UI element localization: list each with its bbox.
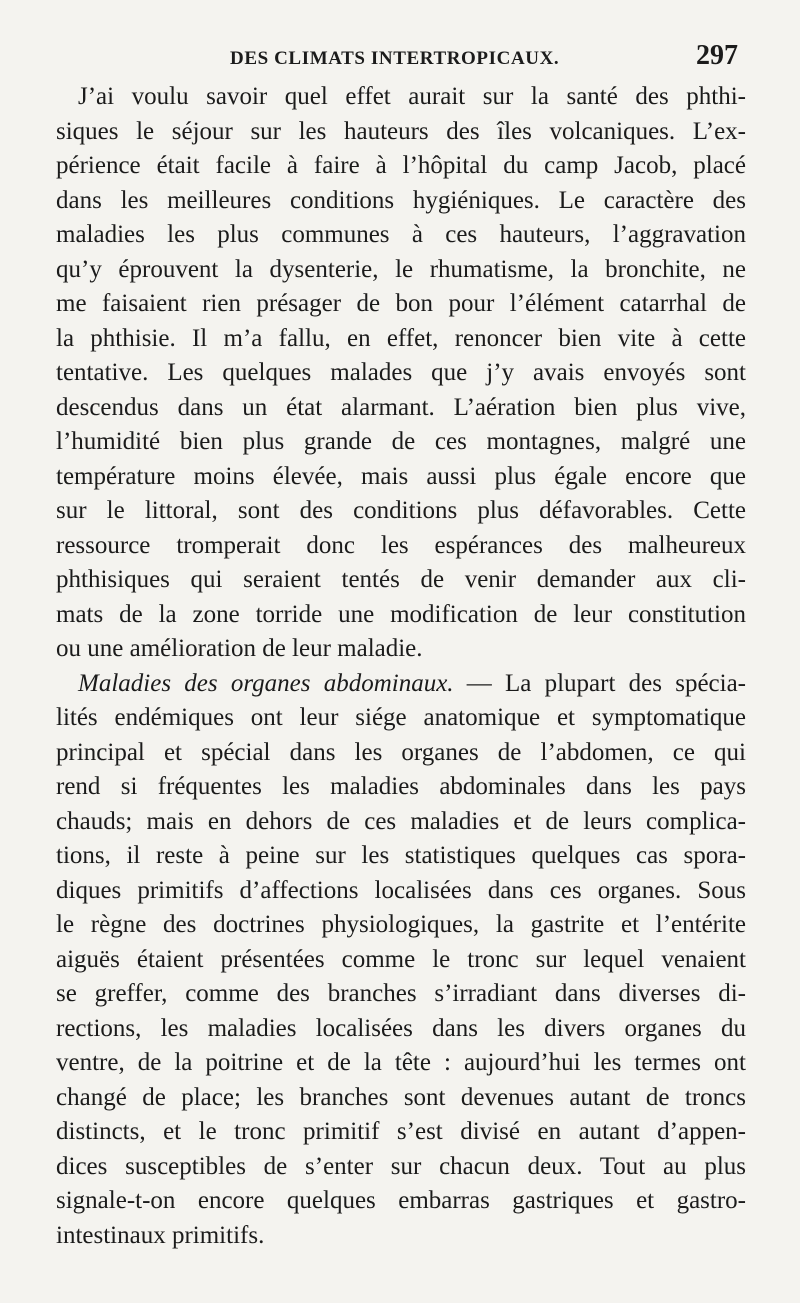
section-heading-line (56, 667, 746, 702)
paragraph-line: tions, il reste à peine sur les statistiques quelques cas spora- (56, 842, 746, 869)
paragraph-line: siques le séjour sur les hauteurs des îles volcaniques. L’ex- (56, 117, 746, 145)
paragraph-line: signale-t-on encore quelques embarras gastriques et gastro- (56, 1187, 746, 1214)
paragraph-line: périence était facile à faire à l’hôpital du camp Jacob, placé (56, 152, 746, 179)
paragraph-line: aiguës étaient présentées comme le tronc sur lequel venaient (56, 945, 746, 973)
paragraph-line: le règne des doctrines physiologiques, la gastrite et l’entérite (56, 911, 746, 938)
paragraph-line: qu’y éprouvent la dysenterie, le rhumatisme, la bronchite, ne (56, 255, 746, 283)
paragraph-line: température moins élevée, mais aussi plus égale encore que (56, 462, 746, 490)
paragraph-line: ressource tromperait donc les espérances des malheureux (56, 531, 746, 559)
paragraph-line: la phthisie. Il m’a fallu, en effet, renoncer bien vite à cette (56, 324, 746, 352)
paragraph-line: se greffer, comme des branches s’irradiant dans diverses di- (56, 980, 746, 1007)
paragraph-line: mats de la zone torride une modification de leur constitution (56, 600, 746, 628)
paragraph-line: J’ai voulu savoir quel effet aurait sur la santé des phthi- (78, 83, 746, 110)
paragraph-line: l’humidité bien plus grande de ces montagnes, malgré une (56, 428, 746, 455)
paragraph-line: tentative. Les quelques malades que j’y avais envoyés sont (56, 359, 746, 386)
paragraph-line: intestinaux primitifs. (56, 1221, 265, 1249)
paragraph-line: principal et spécial dans les organes de l’abdomen, ce qui (56, 738, 746, 766)
paragraph-line: distincts, et le tronc primitif s’est divisé en autant d’appen- (56, 1118, 746, 1145)
body-text (56, 80, 746, 1253)
page-number: 297 (696, 40, 738, 71)
paragraph-line: dans les meilleures conditions hygiéniques. Le caractère des (56, 186, 746, 214)
paragraph-line: descendus dans un état alarmant. L’aération bien plus vive, (56, 393, 746, 421)
paragraph-line: ou une amélioration de leur maladie. (56, 635, 423, 662)
section-heading: Maladies des organes abdominaux. (78, 669, 454, 697)
paragraph-line: phthisiques qui seraient tentés de venir demander aux cli- (56, 566, 746, 593)
paragraph-line: me faisaient rien présager de bon pour l’élément catarrhal de (56, 290, 746, 317)
paragraph-line: lités endémiques ont leur siége anatomique et symptomatique (56, 704, 746, 731)
paragraph-line: sur le littoral, sont des conditions plus défavorables. Cette (56, 497, 746, 524)
paragraph-line: diques primitifs d’affections localisées dans ces organes. Sous (56, 876, 746, 904)
paragraph-line: changé de place; les branches sont devenues autant de troncs (56, 1083, 746, 1111)
paragraph-line: maladies les plus communes à ces hauteurs, l’aggravation (56, 221, 746, 248)
paragraph-line: ventre, de la poitrine et de la tête : aujourd’hui les termes ont (56, 1049, 746, 1076)
paragraph-line-rest: — La plupart des spécia- (453, 669, 747, 697)
paragraph-line: rend si fréquentes les maladies abdominales dans les pays (56, 773, 746, 800)
running-title: DES CLIMATS INTERTROPICAUX. (230, 48, 560, 69)
paragraph-line: dices susceptibles de s’enter sur chacun deux. Tout au plus (56, 1152, 746, 1180)
paragraph-line: rections, les maladies localisées dans les divers organes du (56, 1014, 746, 1042)
paragraph-line: chauds; mais en dehors de ces maladies et de leurs complica- (56, 807, 746, 835)
running-head (60, 40, 740, 80)
